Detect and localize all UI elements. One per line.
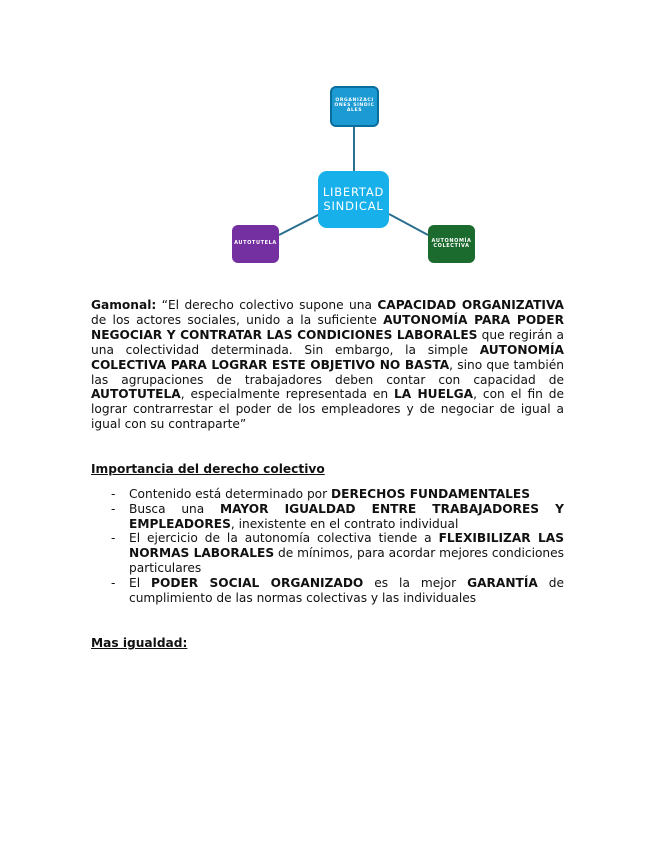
item-emphasis: MAYOR IGUALDAD ENTRE TRABAJADORES Y EMPLEADORES bbox=[129, 501, 564, 531]
item-text: El ejercicio de la autonomía colectiva tiende a bbox=[129, 531, 439, 546]
paragraph-text: de los actores sociales, unido a la suficiente bbox=[91, 312, 384, 327]
list-item bbox=[91, 487, 564, 502]
item-text: Contenido está determinado por bbox=[129, 487, 332, 501]
paragraph-emphasis: AUTONOMÍA COLECTIVA PARA LOGRAR ESTE OBJETIVO NO BASTA bbox=[91, 342, 564, 372]
paragraph-text: , especialmente representada en bbox=[180, 387, 395, 402]
list-item bbox=[91, 576, 564, 606]
paragraph-text: que regirán a una colectividad determinada. Sin embargo, la simple bbox=[91, 327, 564, 357]
node-libertad-sindical: LIBERTAD SINDICAL bbox=[318, 171, 389, 228]
equality-heading: Mas igualdad: bbox=[91, 636, 188, 650]
item-emphasis: GARANTÍA bbox=[467, 575, 538, 590]
paragraph-emphasis: AUTONOMÍA PARA PODER NEGOCIAR Y CONTRATAR LAS CONDICIONES LABORALES bbox=[91, 312, 564, 342]
connector-left bbox=[279, 214, 320, 235]
item-text: , inexistente en el contrato individual bbox=[230, 516, 459, 531]
node-autonomia-colectiva: AUTONOMÍA COLECTIVA bbox=[428, 225, 475, 263]
item-text: Busca una bbox=[129, 501, 220, 516]
item-text: es la mejor bbox=[363, 575, 468, 590]
bullet: - bbox=[111, 487, 116, 501]
diagram-connectors bbox=[0, 0, 655, 280]
paragraph-text: , sino que también las agrupaciones de trabajadores deben contar con capacidad de bbox=[91, 357, 564, 387]
item-text: de cumplimiento de las normas colectivas y las individuales bbox=[129, 575, 564, 605]
list-item bbox=[91, 531, 564, 575]
item-emphasis: DERECHOS FUNDAMENTALES bbox=[331, 487, 530, 501]
connector-right bbox=[389, 214, 428, 235]
gamonal-paragraph bbox=[91, 298, 564, 432]
paragraph-emphasis: CAPACIDAD ORGANIZATIVA bbox=[377, 298, 564, 312]
paragraph-emphasis: LA HUELGA bbox=[394, 387, 474, 402]
item-emphasis: PODER SOCIAL ORGANIZADO bbox=[151, 575, 364, 590]
bullet: - bbox=[111, 501, 116, 516]
importance-heading: Importancia del derecho colectivo bbox=[91, 462, 325, 476]
paragraph-text: “El derecho colectivo supone una bbox=[156, 298, 378, 312]
list-item bbox=[91, 502, 564, 532]
paragraph-label: Gamonal: bbox=[91, 298, 157, 312]
paragraph-text: , con el fin de lograr contrarrestar el poder de los empleadores y de negociar de igual a igual con su contraparte” bbox=[91, 387, 564, 432]
item-text: El bbox=[129, 575, 152, 590]
importance-list bbox=[91, 487, 564, 605]
bullet: - bbox=[111, 531, 116, 546]
item-text: de mínimos, para acordar mejores condiciones particulares bbox=[129, 546, 564, 575]
bullet: - bbox=[111, 575, 116, 590]
node-organizaciones-sindicales: ORGANIZACIONES SINDICALES bbox=[330, 86, 379, 127]
concept-diagram bbox=[0, 0, 655, 280]
item-emphasis: FLEXIBILIZAR LAS NORMAS LABORALES bbox=[129, 531, 564, 561]
node-autotutela: AUTOTUTELA bbox=[232, 225, 279, 263]
paragraph-emphasis: AUTOTUTELA bbox=[91, 387, 181, 402]
